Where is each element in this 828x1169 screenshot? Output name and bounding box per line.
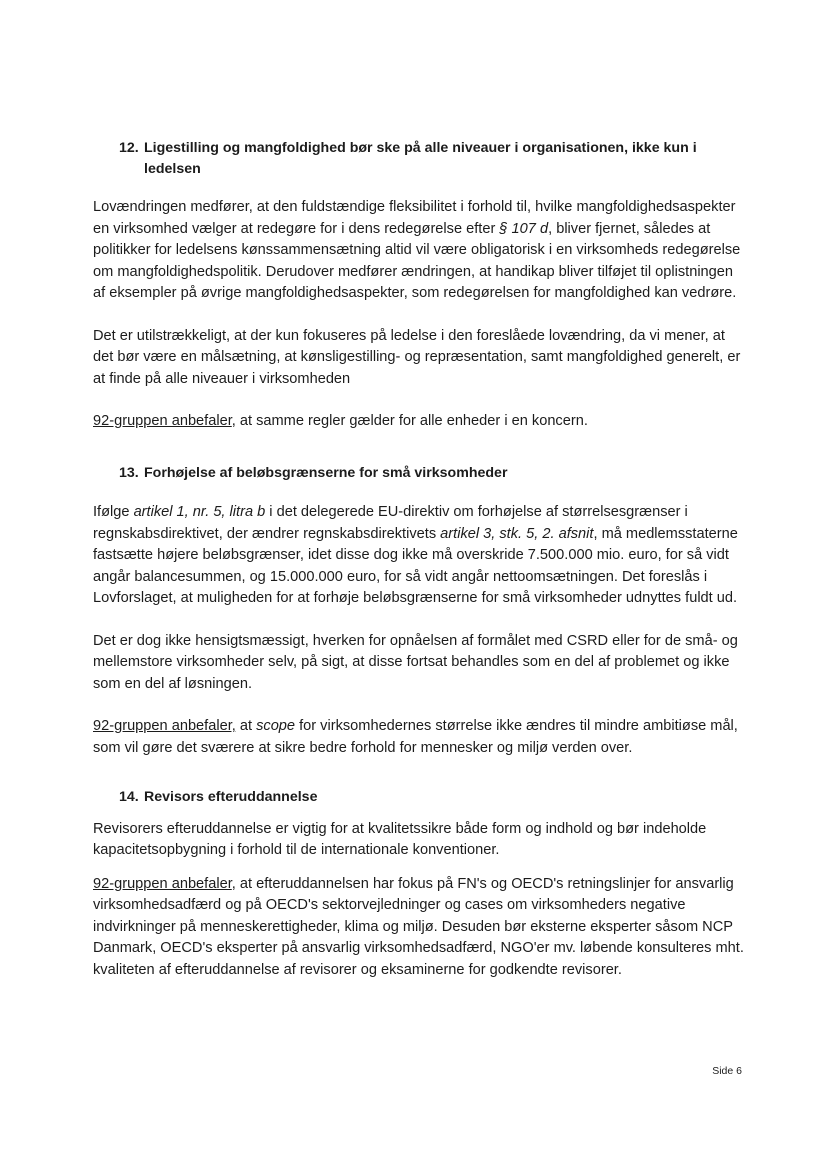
section-13-recommendation: 92-gruppen anbefaler, at scope for virksomhedernes størrelse ikke ændres til mindre ambitiøse mål, som vil gøre det sværere at sikre bedre forhold for mennesker og miljø verden over. [93, 718, 738, 756]
section-13-paragraph-2: Det er dog ikke hensigtsmæssigt, hverken for opnåelsen af formålet med CSRD eller for de små- og mellemstore virksomheder selv, på sigt, at disse fortsat behandles som en del af problemet og ikke som en del af løsningen. [93, 632, 738, 692]
section-12-heading [119, 138, 745, 179]
section-14-paragraph-1: Revisorers efteruddannelse er vigtig for at kvalitetssikre både form og indhold og bør indeholde kapacitetsopbygning i forhold til de internationale konventioner. [93, 820, 707, 858]
section-number: 12. [119, 140, 139, 156]
section-12-recommendation: 92-gruppen anbefaler, at samme regler gælder for alle enheder i en koncern. [93, 413, 588, 429]
recommendation-label: 92-gruppen anbefaler [93, 875, 232, 892]
page-content [93, 138, 745, 981]
section-number: 14. [119, 789, 139, 805]
section-12-paragraph-1: Lovændringen medfører, at den fuldstændige fleksibilitet i forhold til, hvilke mangfoldighedsaspekter en virksomhed vælger at redegøre for i dens redegørelse efter § 107 d, bliver fjernet, således at politikker for ledelsens kønssammensætning altid vil være obligatorisk i en virksomheds redegørelse om mangfoldighedspolitik. Derudover medfører ændringen, at handikap bliver tilføjet til oplistningen af eksempler på øvrige mangfoldighedsaspekter, som redegørelsen for mangfoldighed kan vedrøre. [93, 199, 741, 301]
section-14-heading [119, 787, 745, 808]
section-14-recommendation: 92-gruppen anbefaler, at efteruddannelsen har fokus på FN's og OECD's retningslinjer for ansvarlig virksomhedsadfærd og på OECD's sektorvejledninger og cases om virksomheders negative indvirkninger på menneskerettigheder, klima og miljø. Desuden bør eksterne eksperter såsom NCP Danmark, OECD's eksperter på ansvarlig virksomhedsadfærd, NGO'er mv. løbende konsulteres mht. kvaliteten af efteruddannelse af revisorer og eksaminerne for godkendte revisorer. [93, 875, 744, 978]
section-number: 13. [119, 464, 139, 481]
recommendation-label: 92-gruppen anbefaler, [93, 718, 236, 734]
section-12-paragraph-2: Det er utilstrækkeligt, at der kun fokuseres på ledelse i den foreslåede lovændring, da vi mener, at det bør være en målsætning, at kønsligestilling- og repræsentation, samt mangfoldighed generelt, er at finde på alle niveauer i virksomheden [93, 327, 741, 387]
section-title: Revisors efteruddannelse [144, 789, 318, 805]
section-title: Ligestilling og mangfoldighed bør ske på alle niveauer i organisationen, ikke kun i ledelsen [144, 140, 697, 177]
section-13-paragraph-1: Ifølge artikel 1, nr. 5, litra b i det delegerede EU-direktiv om forhøjelse af størrelsesgrænser i regnskabsdirektivet, der ændrer regnskabsdirektivets artikel 3, stk. 5, 2. afsnit, må medlemsstaterne fastsætte højere beløbsgrænser, idet disse dog ikke må overskride 7.500.000 mio. euro, for så vidt angår balancesummen, og 15.000.000 euro, for så vidt angår nettoomsætningen. Det foreslås i Lovforslaget, at muligheden for at forhøje beløbsgrænserne for små virksomheder udnyttes fuldt ud. [93, 504, 738, 606]
recommendation-label: 92-gruppen anbefaler [93, 413, 232, 429]
page-number: Side 6 [712, 1065, 742, 1077]
section-13-heading [119, 463, 745, 484]
section-title: Forhøjelse af beløbsgrænserne for små virksomheder [144, 464, 508, 481]
